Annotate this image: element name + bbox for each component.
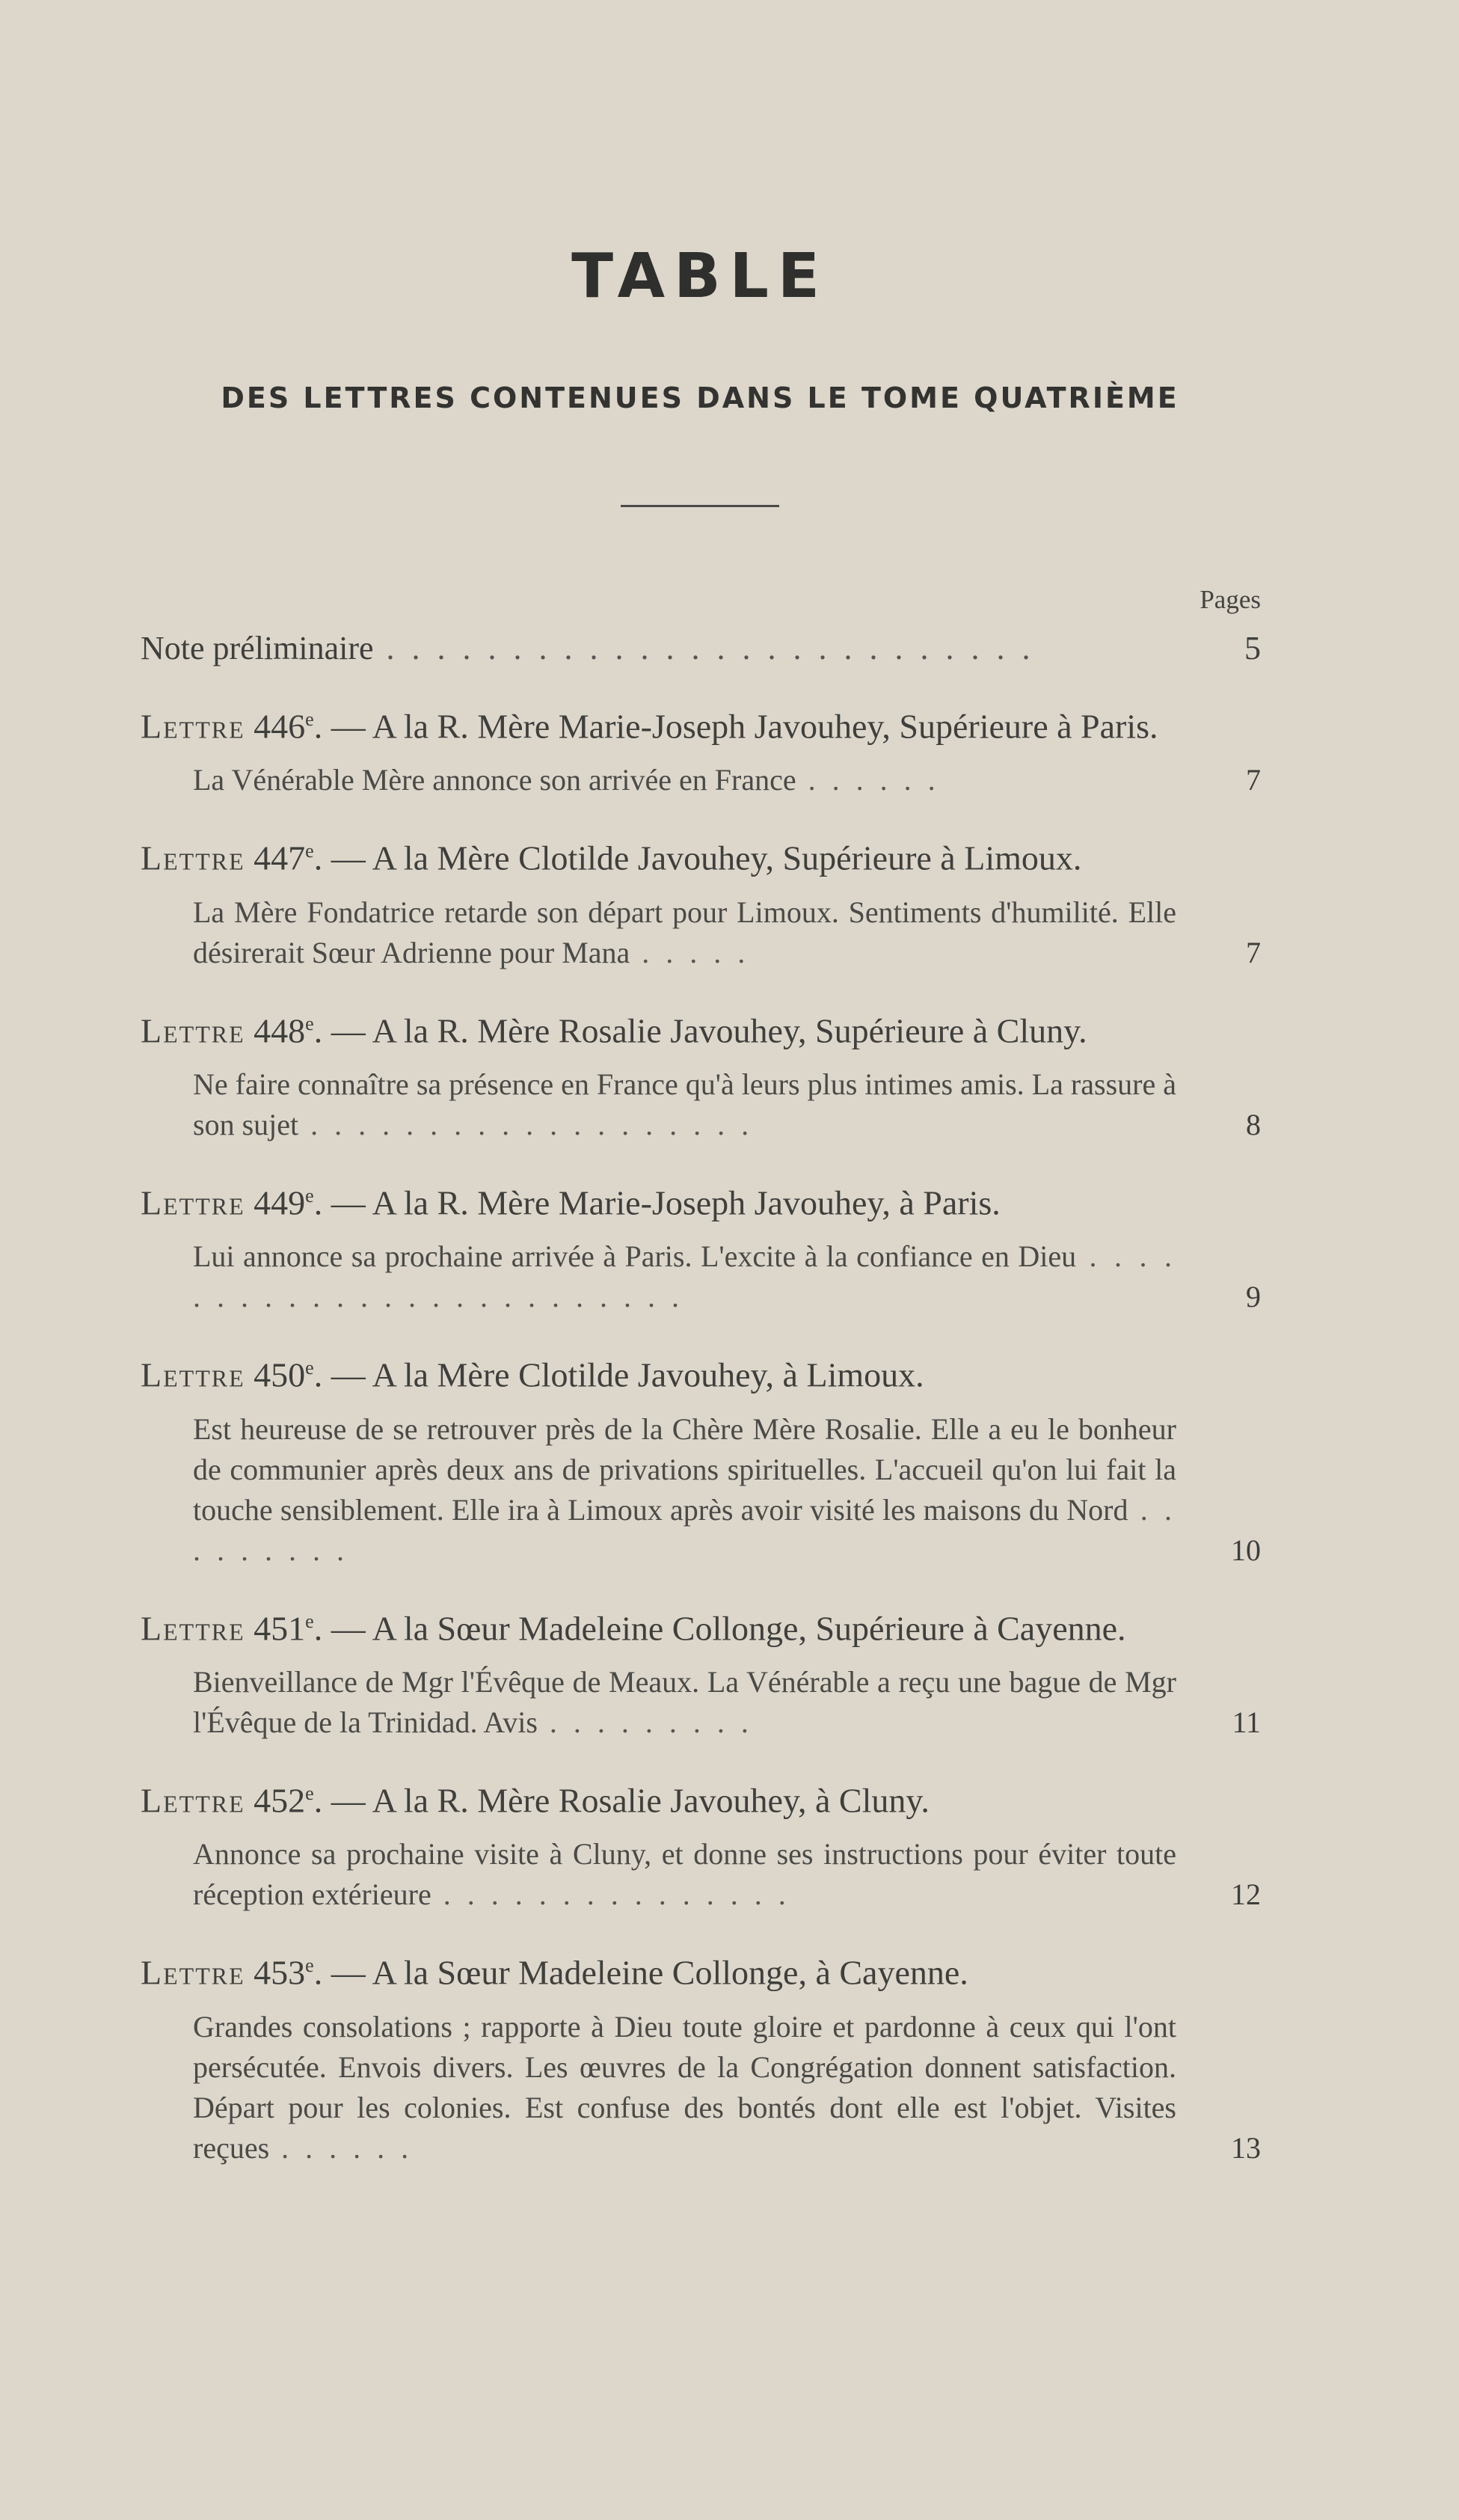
letter-summary-row xyxy=(141,1834,1261,1915)
summary-text: La Vénérable Mère annonce son arrivée en France xyxy=(193,763,796,797)
ordinal-suffix: e xyxy=(305,1955,314,1977)
letter-label: Lettre xyxy=(141,1608,245,1647)
page-title: TABLE xyxy=(571,241,829,312)
letter-addressee: . — A la R. Mère Rosalie Javouhey, Supérieure à Cluny. xyxy=(313,1011,1087,1049)
toc-entry-note xyxy=(141,628,1261,669)
letter-number: 452 xyxy=(245,1781,306,1820)
letter-label: Lettre xyxy=(141,1183,245,1222)
ordinal-suffix: e xyxy=(305,1782,314,1804)
ordinal-suffix: e xyxy=(305,1610,314,1632)
letter-addressee: . — A la Mère Clotilde Javouhey, Supérieure à Limoux. xyxy=(313,839,1082,877)
note-title: Note préliminaire xyxy=(141,630,374,666)
dot-leaders: . . . . . . . . . . . . . . . . . . . . . . . . . . xyxy=(386,630,1035,666)
ordinal-suffix: e xyxy=(305,1357,314,1379)
letter-heading xyxy=(141,1000,1229,1054)
letter-summary xyxy=(141,1236,1176,1317)
dot-leaders: . . . . . . . . . xyxy=(537,1705,753,1739)
toc-page-number: 10 xyxy=(1231,1533,1261,1567)
table-of-contents xyxy=(141,628,1261,2195)
toc-entry-text xyxy=(141,628,1201,669)
letter-number: 447 xyxy=(245,839,306,877)
summary-text: Grandes consolations ; rapporte à Dieu toute gloire et pardonne à ceux qui l'ont persécutée. Envois divers. Les œuvres de la Congrégation donnent satisfaction. Départ pour les colonies. Est confuse des bontés dont elle est l'objet. Visites reçues xyxy=(193,2009,1176,2165)
letter-heading xyxy=(141,1598,1229,1652)
letter-summary xyxy=(141,1064,1176,1145)
letter-summary-row xyxy=(141,2007,1261,2168)
toc-entry-letter-451 xyxy=(141,1598,1261,1743)
ordinal-suffix: e xyxy=(305,840,314,862)
toc-page-number: 8 xyxy=(1246,1107,1261,1141)
summary-text: Annonce sa prochaine visite à Cluny, et donne ses instructions pour éviter toute réception extérieure xyxy=(193,1837,1176,1912)
dot-leaders: . . . . . . . . . . . . . . . xyxy=(431,1877,790,1912)
dot-leaders: . . . . . xyxy=(630,935,750,969)
letter-addressee: . — A la Sœur Madeleine Collonge, à Cayenne. xyxy=(313,1953,968,1992)
summary-text: Ne faire connaître sa présence en France qu'à leurs plus intimes amis. La rassure à son sujet xyxy=(193,1067,1176,1141)
letter-label: Lettre xyxy=(141,707,245,746)
letter-label: Lettre xyxy=(141,839,245,877)
toc-entry-letter-449 xyxy=(141,1172,1261,1317)
letter-number: 451 xyxy=(245,1608,306,1647)
letter-label: Lettre xyxy=(141,1953,245,1992)
letter-summary-row xyxy=(141,1236,1261,1317)
toc-entry-letter-448 xyxy=(141,1000,1261,1145)
letter-number: 446 xyxy=(245,707,306,746)
toc-page-number: 5 xyxy=(1244,630,1261,666)
letter-heading xyxy=(141,1344,1229,1398)
letter-addressee: . — A la Mère Clotilde Javouhey, à Limoux. xyxy=(313,1355,924,1394)
letter-summary-row xyxy=(141,892,1261,973)
letter-summary-row xyxy=(141,1409,1261,1571)
toc-entry-letter-452 xyxy=(141,1770,1261,1915)
letter-label: Lettre xyxy=(141,1355,245,1394)
dot-leaders: . . . . . . . . . . . . . . . . . . . . . . . . . xyxy=(193,1239,1176,1314)
dot-leaders: . . . . . . . . . . . . . . . . . . . xyxy=(298,1107,754,1141)
page-subtitle: DES LETTRES CONTENUES DANS LE TOME QUATRIÈME xyxy=(221,381,1179,414)
letter-addressee: . — A la R. Mère Marie-Joseph Javouhey, Supérieure à Paris. xyxy=(313,707,1158,746)
letter-label: Lettre xyxy=(141,1011,245,1049)
letter-summary xyxy=(141,1834,1176,1915)
letter-summary xyxy=(141,2007,1176,2168)
ordinal-suffix: e xyxy=(305,708,314,730)
letter-number: 449 xyxy=(245,1183,306,1222)
letter-summary xyxy=(141,760,1176,800)
ordinal-suffix: e xyxy=(305,1184,314,1207)
letter-summary-row xyxy=(141,1064,1261,1145)
summary-text: Lui annonce sa prochaine arrivée à Paris. L'excite à la confiance en Dieu xyxy=(193,1239,1077,1274)
letter-summary-row xyxy=(141,1662,1261,1743)
toc-entry-letter-447 xyxy=(141,827,1261,972)
letter-heading xyxy=(141,696,1229,749)
letter-list xyxy=(141,696,1261,2168)
letter-heading xyxy=(141,1770,1229,1824)
toc-page-number: 7 xyxy=(1246,763,1261,797)
toc-page-number: 7 xyxy=(1246,935,1261,969)
summary-text: Est heureuse de se retrouver près de la Chère Mère Rosalie. Elle a eu le bonheur de communier après deux ans de privations spirituelles. L'accueil qu'on lui fait la touche sensiblement. Elle ira à Limoux après avoir visité les maisons du Nord xyxy=(193,1411,1176,1527)
ordinal-suffix: e xyxy=(305,1012,314,1034)
toc-entry-letter-446 xyxy=(141,696,1261,800)
toc-page-number: 11 xyxy=(1232,1705,1261,1739)
letter-summary xyxy=(141,1662,1176,1743)
toc-entry-letter-450 xyxy=(141,1344,1261,1570)
dot-leaders: . . . . . . xyxy=(269,2130,414,2165)
letter-heading xyxy=(141,827,1229,881)
title-divider xyxy=(621,505,779,507)
letter-addressee: . — A la Sœur Madeleine Collonge, Supérieure à Cayenne. xyxy=(313,1608,1126,1647)
toc-page-number: 13 xyxy=(1231,2130,1261,2165)
letter-label: Lettre xyxy=(141,1781,245,1820)
letter-addressee: . — A la R. Mère Marie-Joseph Javouhey, à Paris. xyxy=(313,1183,1001,1222)
letter-number: 448 xyxy=(245,1011,306,1049)
summary-text: Bienveillance de Mgr l'Évêque de Meaux. La Vénérable a reçu une bague de Mgr l'Évêque de la Trinidad. Avis xyxy=(193,1664,1176,1739)
letter-heading xyxy=(141,1172,1229,1226)
toc-entry-letter-453 xyxy=(141,1942,1261,2168)
letter-heading xyxy=(141,1942,1229,1996)
letter-addressee: . — A la R. Mère Rosalie Javouhey, à Cluny. xyxy=(313,1781,930,1820)
summary-text: La Mère Fondatrice retarde son départ pour Limoux. Sentiments d'humilité. Elle désirerait Sœur Adrienne pour Mana xyxy=(193,895,1176,969)
letter-number: 453 xyxy=(245,1953,306,1992)
pages-column-header: Pages xyxy=(1200,585,1261,614)
dot-leaders: . . . . . . . . . xyxy=(193,1492,1177,1567)
letter-number: 450 xyxy=(245,1355,306,1394)
letter-summary xyxy=(141,1409,1176,1571)
letter-summary-row xyxy=(141,760,1261,800)
dot-leaders: . . . . . . xyxy=(796,763,940,797)
letter-summary xyxy=(141,892,1176,973)
toc-page-number: 12 xyxy=(1231,1877,1261,1912)
toc-page-number: 9 xyxy=(1246,1280,1261,1314)
